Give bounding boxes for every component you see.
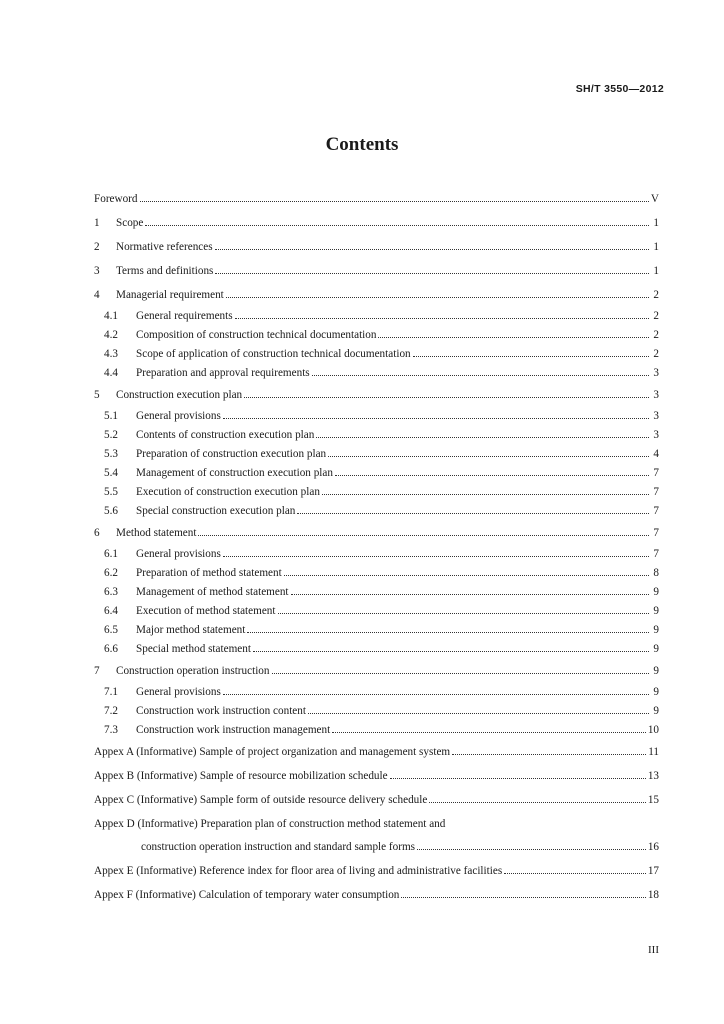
toc-entry-page: 9 — [653, 705, 659, 717]
toc-entry[interactable] — [94, 835, 659, 853]
toc-entry-page: 7 — [653, 527, 659, 539]
toc-entry[interactable] — [94, 787, 659, 806]
dot-leader — [247, 631, 649, 633]
dot-leader — [308, 712, 649, 714]
dot-leader — [226, 296, 649, 298]
dot-leader — [272, 672, 650, 674]
toc-entry[interactable] — [94, 186, 659, 205]
dot-leader — [413, 355, 649, 357]
toc-entry-page: 11 — [648, 746, 659, 758]
toc-entry-label: Appex A (Informative) Sample of project organization and management system — [94, 746, 451, 758]
dot-leader — [278, 612, 650, 614]
dot-leader — [244, 396, 649, 398]
toc-entry-page: V — [650, 193, 659, 205]
toc-entry-page: 9 — [653, 605, 659, 617]
toc-entry-label: General provisions — [136, 686, 221, 698]
toc-entry-label: Execution of method statement — [136, 605, 276, 617]
toc-entry-number: 5.1 — [104, 410, 118, 422]
toc-entry-page: 1 — [653, 265, 659, 277]
toc-entry[interactable] — [94, 544, 659, 560]
dot-leader — [253, 650, 649, 652]
toc-entry-page: 9 — [653, 665, 659, 677]
dot-leader — [223, 693, 649, 695]
dot-leader — [335, 474, 649, 476]
toc-entry-number: 4.3 — [104, 348, 118, 360]
toc-entry-label: Major method statement — [136, 624, 246, 636]
toc-entry-number: 7.2 — [104, 705, 118, 717]
dot-leader — [312, 374, 649, 376]
toc-entry-page: 9 — [653, 586, 659, 598]
toc-entry-number: 1 — [94, 217, 100, 229]
dot-leader — [297, 512, 649, 514]
toc-entry-page: 7 — [653, 467, 659, 479]
toc-entry[interactable] — [94, 282, 659, 301]
dot-leader — [504, 872, 646, 874]
toc-entry-number: 5.6 — [104, 505, 118, 517]
toc-entry-label: Preparation and approval requirements — [136, 367, 310, 379]
toc-entry-number: 7.1 — [104, 686, 118, 698]
toc-entry[interactable] — [94, 858, 659, 877]
toc-entry-label: Composition of construction technical documentation — [136, 329, 377, 341]
toc-entry-label: General requirements — [136, 310, 233, 322]
toc-entry-label: Preparation of method statement — [136, 567, 282, 579]
toc-entry-page: 8 — [653, 567, 659, 579]
toc-entry-page: 15 — [647, 794, 659, 806]
toc-entry-label: Special construction execution plan — [136, 505, 296, 517]
dot-leader — [140, 200, 649, 202]
toc-entry-number: 7.3 — [104, 724, 118, 736]
toc-entry-label: Preparation of construction execution plan — [136, 448, 327, 460]
dot-leader — [378, 336, 649, 338]
toc-entry[interactable] — [94, 720, 659, 736]
toc-entry-number: 5.3 — [104, 448, 118, 460]
toc-entry[interactable] — [94, 258, 659, 277]
toc-entry-label: Appex F (Informative) Calculation of temporary water consumption — [94, 889, 400, 901]
dot-leader — [145, 224, 649, 226]
dot-leader — [328, 455, 649, 457]
toc-entry-page: 1 — [653, 217, 659, 229]
toc-entry[interactable] — [94, 682, 659, 698]
toc-entry-label: Construction operation instruction — [116, 665, 270, 677]
toc-entry-number: 3 — [94, 265, 100, 277]
toc-entry[interactable] — [94, 739, 659, 758]
toc-entry-page: 3 — [653, 367, 659, 379]
toc-entry[interactable] — [94, 601, 659, 617]
toc-entry-page: 2 — [653, 348, 659, 360]
dot-leader — [452, 753, 646, 755]
dot-leader — [401, 896, 645, 898]
toc-entry-page: 3 — [653, 429, 659, 441]
dot-leader — [284, 574, 649, 576]
toc-entry-number: 4.1 — [104, 310, 118, 322]
dot-leader — [322, 493, 649, 495]
toc-entry[interactable] — [94, 658, 659, 677]
dot-leader — [198, 534, 649, 536]
toc-entry-number: 6 — [94, 527, 100, 539]
dot-leader — [429, 801, 645, 803]
toc-entry[interactable] — [94, 425, 659, 441]
toc-entry-label: construction operation instruction and standard sample forms — [141, 841, 416, 853]
toc-entry-number: 6.6 — [104, 643, 118, 655]
toc-entry-label: Construction execution plan — [116, 389, 243, 401]
toc-entry-page: 3 — [653, 410, 659, 422]
toc-entry[interactable] — [94, 882, 659, 901]
toc-entry-label: Contents of construction execution plan — [136, 429, 315, 441]
toc-entry-label: Normative references — [116, 241, 213, 253]
page-number: III — [648, 944, 659, 956]
toc-entry-label: Execution of construction execution plan — [136, 486, 320, 498]
toc-entry-label: Special method statement — [136, 643, 251, 655]
toc-entry-page: 9 — [653, 686, 659, 698]
toc-entry-page: 16 — [647, 841, 659, 853]
toc-entry-number: 5.5 — [104, 486, 118, 498]
toc-entry-label: Managerial requirement — [116, 289, 224, 301]
toc-entry-page: 9 — [653, 624, 659, 636]
toc-entry[interactable] — [94, 210, 659, 229]
toc-entry-page: 7 — [653, 505, 659, 517]
toc-entry[interactable] — [94, 639, 659, 655]
toc-entry-page: 7 — [653, 486, 659, 498]
toc-entry[interactable] — [94, 406, 659, 422]
dot-leader — [417, 848, 646, 850]
toc-entry[interactable] — [94, 763, 659, 782]
dot-leader — [215, 272, 649, 274]
toc-entry-page: 10 — [647, 724, 659, 736]
toc-entry[interactable] — [94, 582, 659, 598]
toc-entry-number: 6.3 — [104, 586, 118, 598]
toc-entry-page: 18 — [647, 889, 659, 901]
dot-leader — [316, 436, 649, 438]
dot-leader — [215, 248, 649, 250]
toc-entry-page: 4 — [653, 448, 659, 460]
toc-entry-number: 2 — [94, 241, 100, 253]
toc-entry-label: Appex C (Informative) Sample form of outside resource delivery schedule — [94, 794, 428, 806]
toc-entry[interactable] — [94, 382, 659, 401]
toc-entry-number: 5 — [94, 389, 100, 401]
toc-entry[interactable] — [94, 344, 659, 360]
toc-entry-page: 9 — [653, 643, 659, 655]
dot-leader — [291, 593, 649, 595]
dot-leader — [223, 555, 649, 557]
toc-entry-label: Appex D (Informative) Preparation plan of construction method statement and — [94, 818, 446, 830]
toc-entry-page: 3 — [653, 389, 659, 401]
toc-entry-page: 7 — [653, 548, 659, 560]
toc-entry-label: Construction work instruction content — [136, 705, 306, 717]
toc-entry-number: 4.2 — [104, 329, 118, 341]
toc-entry[interactable] — [94, 501, 659, 517]
toc-entry[interactable] — [94, 306, 659, 322]
toc-entry[interactable] — [94, 520, 659, 539]
toc-entry-label: Scope of application of construction technical documentation — [136, 348, 411, 360]
toc-entry-label: Construction work instruction management — [136, 724, 331, 736]
toc-entry-page: 1 — [653, 241, 659, 253]
toc-entry-number: 5.4 — [104, 467, 118, 479]
toc-entry[interactable] — [94, 811, 659, 830]
toc-entry-number: 6.4 — [104, 605, 118, 617]
document-code: SH/T 3550—2012 — [575, 83, 664, 95]
toc-entry-number: 4.4 — [104, 367, 118, 379]
toc-entry-number: 6.5 — [104, 624, 118, 636]
toc-entry-label: Foreword — [94, 193, 138, 205]
toc-entry-label: Method statement — [116, 527, 197, 539]
toc-entry[interactable] — [94, 463, 659, 479]
toc-entry-number: 6.1 — [104, 548, 118, 560]
toc-entry[interactable] — [94, 701, 659, 717]
toc-entry-number: 7 — [94, 665, 100, 677]
toc-entry[interactable] — [94, 363, 659, 379]
toc-entry-label: Appex E (Informative) Reference index for floor area of living and administrative facilities — [94, 865, 503, 877]
toc-entry[interactable] — [94, 444, 659, 460]
toc-entry[interactable] — [94, 563, 659, 579]
toc-entry-label: General provisions — [136, 410, 221, 422]
toc-entry-number: 4 — [94, 289, 100, 301]
toc-entry[interactable] — [94, 325, 659, 341]
toc-entry-number: 6.2 — [104, 567, 118, 579]
toc-entry-page: 13 — [647, 770, 659, 782]
toc-entry-label: Scope — [116, 217, 144, 229]
dot-leader — [223, 417, 649, 419]
dot-leader — [390, 777, 646, 779]
toc-entry-number: 5.2 — [104, 429, 118, 441]
toc-entry[interactable] — [94, 234, 659, 253]
dot-leader — [332, 731, 646, 733]
toc-entry-page: 2 — [653, 289, 659, 301]
toc-entry[interactable] — [94, 482, 659, 498]
toc-entry-page: 17 — [647, 865, 659, 877]
toc-entry-page: 2 — [653, 329, 659, 341]
page-title: Contents — [325, 134, 399, 155]
toc-entry-label: Terms and definitions — [116, 265, 214, 277]
dot-leader — [235, 317, 649, 319]
toc-entry-label: Appex B (Informative) Sample of resource mobilization schedule — [94, 770, 388, 782]
toc-entry-label: Management of method statement — [136, 586, 289, 598]
toc-entry-label: General provisions — [136, 548, 221, 560]
table-of-contents — [94, 186, 659, 906]
toc-entry-page: 2 — [653, 310, 659, 322]
toc-entry-label: Management of construction execution plan — [136, 467, 333, 479]
toc-entry[interactable] — [94, 620, 659, 636]
